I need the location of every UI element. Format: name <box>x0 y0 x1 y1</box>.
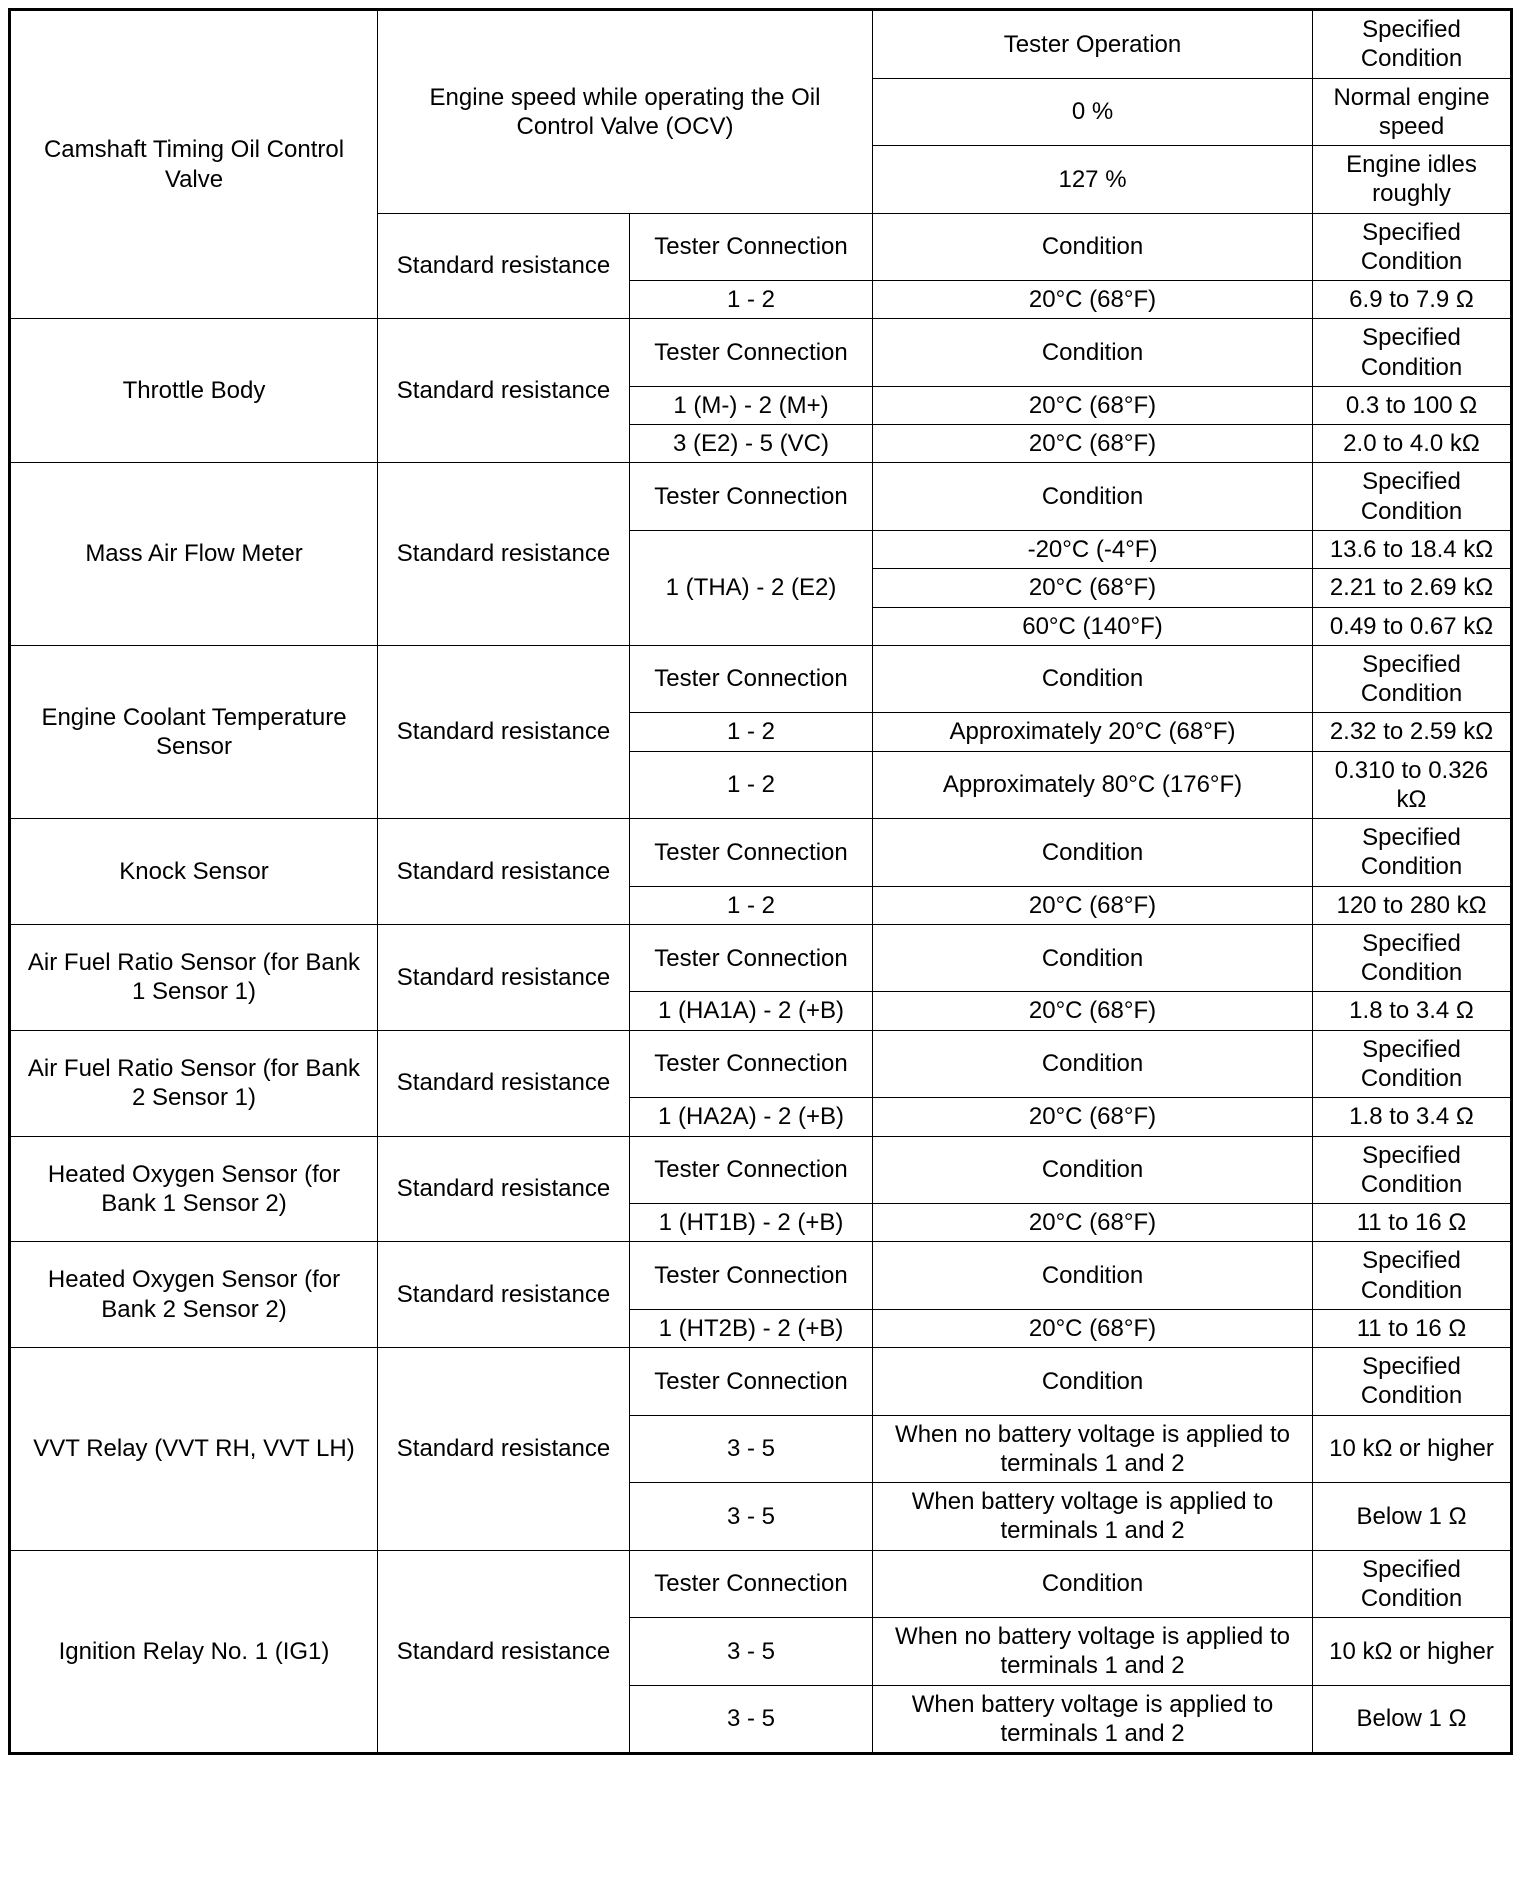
specified-condition: 11 to 16 Ω <box>1313 1204 1512 1242</box>
component-name: Knock Sensor <box>10 819 378 925</box>
condition: 20°C (68°F) <box>873 281 1313 319</box>
tester-connection: 1 - 2 <box>630 281 873 319</box>
condition: 20°C (68°F) <box>873 386 1313 424</box>
table-row <box>10 463 1512 531</box>
specified-condition: Below 1 Ω <box>1313 1483 1512 1551</box>
condition: 20°C (68°F) <box>873 1309 1313 1347</box>
tester-connection: 3 - 5 <box>630 1483 873 1551</box>
tester-operation: 0 % <box>873 78 1313 146</box>
header-condition: Condition <box>873 213 1313 281</box>
table-row <box>10 819 1512 887</box>
header-specified-condition: Specified Condition <box>1313 1348 1512 1416</box>
header-condition: Condition <box>873 1550 1313 1618</box>
inspection-item: Standard resistance <box>378 463 630 645</box>
header-condition: Condition <box>873 319 1313 387</box>
header-condition: Condition <box>873 463 1313 531</box>
table-row <box>10 1348 1512 1416</box>
table-row <box>10 319 1512 387</box>
component-name: Throttle Body <box>10 319 378 463</box>
inspection-spec-table <box>8 8 1513 1755</box>
condition: When battery voltage is applied to terminals 1 and 2 <box>873 1685 1313 1754</box>
header-condition: Condition <box>873 1242 1313 1310</box>
specified-condition: 6.9 to 7.9 Ω <box>1313 281 1512 319</box>
spec-table-page <box>8 8 1513 1755</box>
specified-condition: 2.21 to 2.69 kΩ <box>1313 569 1512 607</box>
tester-connection: 1 - 2 <box>630 751 873 819</box>
header-tester-connection: Tester Connection <box>630 1030 873 1098</box>
tester-connection: 1 - 2 <box>630 886 873 924</box>
table-row <box>10 1030 1512 1098</box>
inspection-item: Standard resistance <box>378 319 630 463</box>
condition: 20°C (68°F) <box>873 425 1313 463</box>
table-row <box>10 645 1512 713</box>
component-name: Air Fuel Ratio Sensor (for Bank 2 Sensor 1) <box>10 1030 378 1136</box>
component-name: Air Fuel Ratio Sensor (for Bank 1 Sensor 1) <box>10 924 378 1030</box>
header-tester-connection: Tester Connection <box>630 924 873 992</box>
header-specified-condition: Specified Condition <box>1313 1550 1512 1618</box>
header-specified-condition: Specified Condition <box>1313 924 1512 992</box>
table-row <box>10 924 1512 992</box>
component-name: Ignition Relay No. 1 (IG1) <box>10 1550 378 1754</box>
inspection-item: Standard resistance <box>378 1550 630 1754</box>
specified-condition: Normal engine speed <box>1313 78 1512 146</box>
component-name: VVT Relay (VVT RH, VVT LH) <box>10 1348 378 1551</box>
header-specified-condition: Specified Condition <box>1313 463 1512 531</box>
specified-condition: 120 to 280 kΩ <box>1313 886 1512 924</box>
table-row <box>10 1242 1512 1310</box>
header-tester-connection: Tester Connection <box>630 319 873 387</box>
specified-condition: 10 kΩ or higher <box>1313 1618 1512 1686</box>
specified-condition: 0.3 to 100 Ω <box>1313 386 1512 424</box>
specified-condition: 1.8 to 3.4 Ω <box>1313 992 1512 1030</box>
tester-connection: 1 - 2 <box>630 713 873 751</box>
specified-condition: 0.310 to 0.326 kΩ <box>1313 751 1512 819</box>
tester-connection: 3 - 5 <box>630 1618 873 1686</box>
tester-connection: 1 (THA) - 2 (E2) <box>630 530 873 645</box>
header-condition: Condition <box>873 1030 1313 1098</box>
header-specified-condition: Specified Condition <box>1313 819 1512 887</box>
specified-condition: 2.0 to 4.0 kΩ <box>1313 425 1512 463</box>
component-name: Camshaft Timing Oil Control Valve <box>10 10 378 319</box>
inspection-item: Standard resistance <box>378 924 630 1030</box>
header-specified-condition: Specified Condition <box>1313 1136 1512 1204</box>
header-specified-condition: Specified Condition <box>1313 319 1512 387</box>
condition: When battery voltage is applied to terminals 1 and 2 <box>873 1483 1313 1551</box>
condition: Approximately 20°C (68°F) <box>873 713 1313 751</box>
condition: 20°C (68°F) <box>873 992 1313 1030</box>
component-name: Heated Oxygen Sensor (for Bank 1 Sensor 2) <box>10 1136 378 1242</box>
header-tester-connection: Tester Connection <box>630 1550 873 1618</box>
inspection-item: Standard resistance <box>378 1242 630 1348</box>
condition: 20°C (68°F) <box>873 1098 1313 1136</box>
header-tester-connection: Tester Connection <box>630 819 873 887</box>
specified-condition: 0.49 to 0.67 kΩ <box>1313 607 1512 645</box>
header-tester-connection: Tester Connection <box>630 1136 873 1204</box>
header-specified-condition: Specified Condition <box>1313 1242 1512 1310</box>
table-row <box>10 1550 1512 1618</box>
specified-condition: Engine idles roughly <box>1313 146 1512 214</box>
header-tester-connection: Tester Connection <box>630 463 873 531</box>
table-row <box>10 10 1512 79</box>
inspection-item: Standard resistance <box>378 1136 630 1242</box>
tester-operation: 127 % <box>873 146 1313 214</box>
inspection-item: Standard resistance <box>378 213 630 319</box>
condition: 20°C (68°F) <box>873 886 1313 924</box>
header-tester-operation: Tester Operation <box>873 10 1313 79</box>
header-tester-connection: Tester Connection <box>630 645 873 713</box>
condition: -20°C (-4°F) <box>873 530 1313 568</box>
header-condition: Condition <box>873 1136 1313 1204</box>
header-specified-condition: Specified Condition <box>1313 1030 1512 1098</box>
tester-connection: 3 (E2) - 5 (VC) <box>630 425 873 463</box>
header-condition: Condition <box>873 1348 1313 1416</box>
specified-condition: Below 1 Ω <box>1313 1685 1512 1754</box>
inspection-item: Standard resistance <box>378 1348 630 1551</box>
specified-condition: 10 kΩ or higher <box>1313 1415 1512 1483</box>
header-specified-condition: Specified Condition <box>1313 10 1512 79</box>
header-specified-condition: Specified Condition <box>1313 213 1512 281</box>
component-name: Engine Coolant Temperature Sensor <box>10 645 378 818</box>
header-tester-connection: Tester Connection <box>630 1348 873 1416</box>
header-condition: Condition <box>873 819 1313 887</box>
condition: Approximately 80°C (176°F) <box>873 751 1313 819</box>
inspection-item: Standard resistance <box>378 645 630 818</box>
tester-connection: 1 (HA1A) - 2 (+B) <box>630 992 873 1030</box>
specified-condition: 13.6 to 18.4 kΩ <box>1313 530 1512 568</box>
header-specified-condition: Specified Condition <box>1313 645 1512 713</box>
inspection-item: Standard resistance <box>378 819 630 925</box>
tester-connection: 3 - 5 <box>630 1685 873 1754</box>
header-condition: Condition <box>873 645 1313 713</box>
specified-condition: 1.8 to 3.4 Ω <box>1313 1098 1512 1136</box>
condition: When no battery voltage is applied to terminals 1 and 2 <box>873 1618 1313 1686</box>
inspection-item: Standard resistance <box>378 1030 630 1136</box>
table-row <box>10 1136 1512 1204</box>
condition: 20°C (68°F) <box>873 569 1313 607</box>
inspection-item: Engine speed while operating the Oil Control Valve (OCV) <box>378 10 873 214</box>
header-condition: Condition <box>873 924 1313 992</box>
header-tester-connection: Tester Connection <box>630 213 873 281</box>
condition: 60°C (140°F) <box>873 607 1313 645</box>
component-name: Heated Oxygen Sensor (for Bank 2 Sensor 2) <box>10 1242 378 1348</box>
tester-connection: 1 (HA2A) - 2 (+B) <box>630 1098 873 1136</box>
condition: 20°C (68°F) <box>873 1204 1313 1242</box>
tester-connection: 1 (HT1B) - 2 (+B) <box>630 1204 873 1242</box>
specified-condition: 11 to 16 Ω <box>1313 1309 1512 1347</box>
condition: When no battery voltage is applied to terminals 1 and 2 <box>873 1415 1313 1483</box>
tester-connection: 1 (M-) - 2 (M+) <box>630 386 873 424</box>
header-tester-connection: Tester Connection <box>630 1242 873 1310</box>
component-name: Mass Air Flow Meter <box>10 463 378 645</box>
specified-condition: 2.32 to 2.59 kΩ <box>1313 713 1512 751</box>
tester-connection: 3 - 5 <box>630 1415 873 1483</box>
tester-connection: 1 (HT2B) - 2 (+B) <box>630 1309 873 1347</box>
